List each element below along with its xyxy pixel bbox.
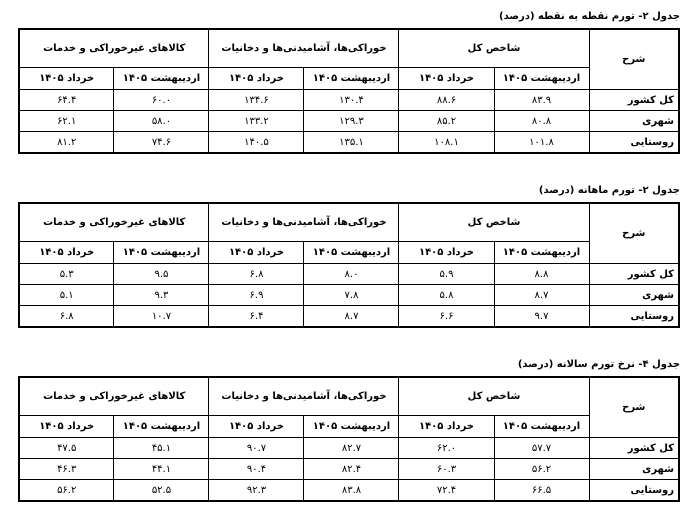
table-cell: ۹.۵	[114, 264, 209, 285]
table-row	[19, 111, 679, 132]
table-cell: ۱۳۰.۴	[304, 90, 399, 111]
subheader-month: خرداد ۱۴۰۵	[399, 416, 494, 438]
table-cell: ۱۴۰.۵	[209, 132, 304, 154]
table-row	[19, 132, 679, 154]
table-cell: ۹.۷	[494, 306, 589, 328]
subheader-month: خرداد ۱۴۰۵	[399, 68, 494, 90]
table-cell: ۱۳۴.۶	[209, 90, 304, 111]
table-row	[19, 285, 679, 306]
table-cell: ۸۳.۹	[494, 90, 589, 111]
header-group-total: شاخص کل	[399, 29, 589, 68]
data-table	[18, 28, 680, 154]
header-group-food: خوراکی‌ها، آشامیدنی‌ها و دخانیات	[209, 377, 399, 416]
table-cell: ۹.۳	[114, 285, 209, 306]
table-cell: ۸۲.۷	[304, 438, 399, 459]
table-cell: ۱۰۱.۸	[494, 132, 589, 154]
table-cell: ۵۲.۵	[114, 480, 209, 502]
section-point-to-point	[20, 10, 680, 154]
header-group-nonfood: کالاهای غیرخوراکی و خدمات	[19, 29, 209, 68]
row-label: شهری	[589, 459, 679, 480]
table-cell: ۵۶.۲	[19, 480, 114, 502]
subheader-month: اردیبهشت ۱۴۰۵	[304, 416, 399, 438]
table-cell: ۴۷.۵	[19, 438, 114, 459]
table-cell: ۷۲.۴	[399, 480, 494, 502]
data-table	[18, 376, 680, 502]
row-label: شهری	[589, 285, 679, 306]
table-cell: ۸.۰	[304, 264, 399, 285]
table-cell: ۶.۸	[19, 306, 114, 328]
table-cell: ۵۶.۲	[494, 459, 589, 480]
table-cell: ۸۰.۸	[494, 111, 589, 132]
section-annual	[20, 358, 680, 502]
table-cell: ۶.۶	[399, 306, 494, 328]
subheader-month: خرداد ۱۴۰۵	[19, 242, 114, 264]
subheader-month: خرداد ۱۴۰۵	[209, 68, 304, 90]
table-cell: ۵۸.۰	[114, 111, 209, 132]
subheader-month: خرداد ۱۴۰۵	[209, 242, 304, 264]
header-group-food: خوراکی‌ها، آشامیدنی‌ها و دخانیات	[209, 29, 399, 68]
table-cell: ۶.۹	[209, 285, 304, 306]
table-cell: ۶۲.۱	[19, 111, 114, 132]
row-label: کل کشور	[589, 90, 679, 111]
subheader-month: خرداد ۱۴۰۵	[209, 416, 304, 438]
table-cell: ۶۴.۴	[19, 90, 114, 111]
subheader-month: خرداد ۱۴۰۵	[399, 242, 494, 264]
subheader-month: اردیبهشت ۱۴۰۵	[494, 416, 589, 438]
row-label: کل کشور	[589, 264, 679, 285]
table-cell: ۱۰۸.۱	[399, 132, 494, 154]
header-desc: شرح	[589, 29, 679, 90]
table-cell: ۴۶.۳	[19, 459, 114, 480]
table-cell: ۵.۱	[19, 285, 114, 306]
header-group-total: شاخص کل	[399, 377, 589, 416]
table-cell: ۹۰.۴	[209, 459, 304, 480]
data-table	[18, 202, 680, 328]
table-cell: ۶۲.۰	[399, 438, 494, 459]
table-cell: ۸۵.۲	[399, 111, 494, 132]
row-label: شهری	[589, 111, 679, 132]
table-cell: ۵۷.۷	[494, 438, 589, 459]
table-caption: جدول ۲- تورم نقطه به نقطه (درصد)	[499, 11, 680, 22]
table-cell: ۸۳.۸	[304, 480, 399, 502]
table-cell: ۱۳۳.۲	[209, 111, 304, 132]
table-row	[19, 459, 679, 480]
table-cell: ۱۳۵.۱	[304, 132, 399, 154]
table-cell: ۶۰.۳	[399, 459, 494, 480]
row-label: روستایی	[589, 132, 679, 154]
table-cell: ۷.۸	[304, 285, 399, 306]
subheader-month: اردیبهشت ۱۴۰۵	[494, 242, 589, 264]
table-row	[19, 90, 679, 111]
header-group-total: شاخص کل	[399, 203, 589, 242]
table-caption: جدول ۲- تورم ماهانه (درصد)	[538, 185, 680, 196]
table-cell: ۶.۴	[209, 306, 304, 328]
header-desc: شرح	[589, 203, 679, 264]
subheader-month: اردیبهشت ۱۴۰۵	[304, 242, 399, 264]
table-cell: ۷۴.۶	[114, 132, 209, 154]
header-group-food: خوراکی‌ها، آشامیدنی‌ها و دخانیات	[209, 203, 399, 242]
header-desc: شرح	[589, 377, 679, 438]
table-cell: ۸۲.۴	[304, 459, 399, 480]
header-group-nonfood: کالاهای غیرخوراکی و خدمات	[19, 203, 209, 242]
subheader-month: اردیبهشت ۱۴۰۵	[114, 68, 209, 90]
table-cell: ۵.۸	[399, 285, 494, 306]
table-cell: ۵.۳	[19, 264, 114, 285]
subheader-month: اردیبهشت ۱۴۰۵	[114, 242, 209, 264]
table-row	[19, 480, 679, 502]
row-label: روستایی	[589, 480, 679, 502]
table-cell: ۸۱.۲	[19, 132, 114, 154]
table-cell: ۶.۸	[209, 264, 304, 285]
table-cell: ۸.۸	[494, 264, 589, 285]
subheader-month: اردیبهشت ۱۴۰۵	[494, 68, 589, 90]
section-monthly	[20, 184, 680, 328]
table-cell: ۹۰.۷	[209, 438, 304, 459]
table-cell: ۴۵.۱	[114, 438, 209, 459]
row-label: روستایی	[589, 306, 679, 328]
table-cell: ۸.۷	[494, 285, 589, 306]
subheader-month: اردیبهشت ۱۴۰۵	[114, 416, 209, 438]
table-cell: ۱۲۹.۳	[304, 111, 399, 132]
table-cell: ۵.۹	[399, 264, 494, 285]
table-cell: ۱۰.۷	[114, 306, 209, 328]
table-cell: ۶۰.۰	[114, 90, 209, 111]
subheader-month: خرداد ۱۴۰۵	[19, 68, 114, 90]
table-cell: ۸۸.۶	[399, 90, 494, 111]
table-caption: جدول ۴- نرخ تورم سالانه (درصد)	[517, 359, 680, 370]
table-row	[19, 264, 679, 285]
table-row	[19, 306, 679, 328]
header-group-nonfood: کالاهای غیرخوراکی و خدمات	[19, 377, 209, 416]
table-cell: ۶۶.۵	[494, 480, 589, 502]
table-cell: ۴۴.۱	[114, 459, 209, 480]
table-cell: ۹۲.۳	[209, 480, 304, 502]
subheader-month: اردیبهشت ۱۴۰۵	[304, 68, 399, 90]
table-row	[19, 438, 679, 459]
table-cell: ۸.۷	[304, 306, 399, 328]
subheader-month: خرداد ۱۴۰۵	[19, 416, 114, 438]
row-label: کل کشور	[589, 438, 679, 459]
